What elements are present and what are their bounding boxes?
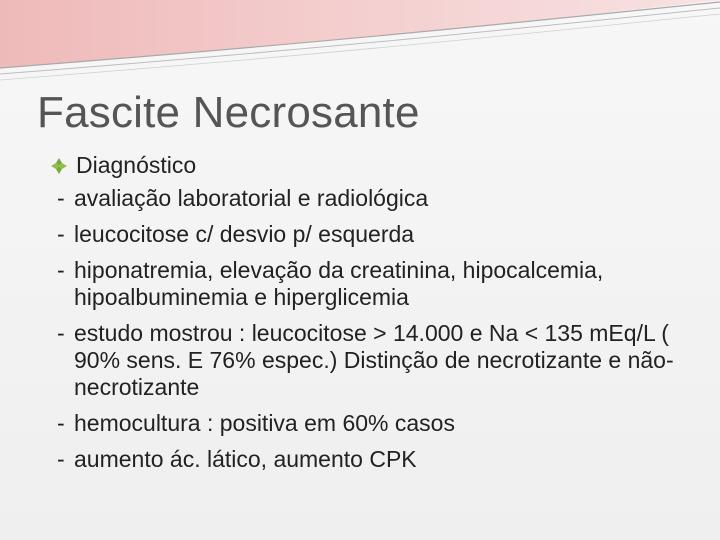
list-item [46, 221, 706, 248]
list-item [46, 185, 706, 212]
slide-content [46, 152, 706, 482]
diamond-bullet-icon [50, 157, 68, 175]
list-dash: - [57, 185, 65, 211]
section-heading [46, 152, 706, 179]
list-dash: - [57, 410, 65, 436]
list-item [46, 410, 706, 437]
list-item-text: aumento ác. lático, aumento CPK [74, 446, 417, 472]
list-item [46, 257, 706, 311]
list-item-text: estudo mostrou : leucocitose > 14.000 e Na < 135 mEq/L ( 90% sens. E 76% espec.) Distinção de necrotizante e não-necrotizante [74, 320, 674, 400]
decorative-header-band [0, 0, 720, 90]
list-dash: - [57, 221, 65, 247]
list-item [46, 446, 706, 473]
list-item-text: avaliação laboratorial e radiológica [74, 185, 429, 211]
list-dash: - [57, 257, 65, 283]
list-dash: - [57, 320, 65, 346]
section-label: Diagnóstico [76, 152, 197, 178]
list-item-text: hiponatremia, elevação da creatinina, hipocalcemia, hipoalbuminemia e hiperglicemia [74, 257, 604, 310]
list-dash: - [57, 446, 65, 472]
list-item-text: hemocultura : positiva em 60% casos [74, 410, 455, 436]
slide-title: Fascite Necrosante [37, 88, 420, 137]
list-item-text: leucocitose c/ desvio p/ esquerda [74, 221, 415, 247]
list-item [46, 320, 706, 401]
